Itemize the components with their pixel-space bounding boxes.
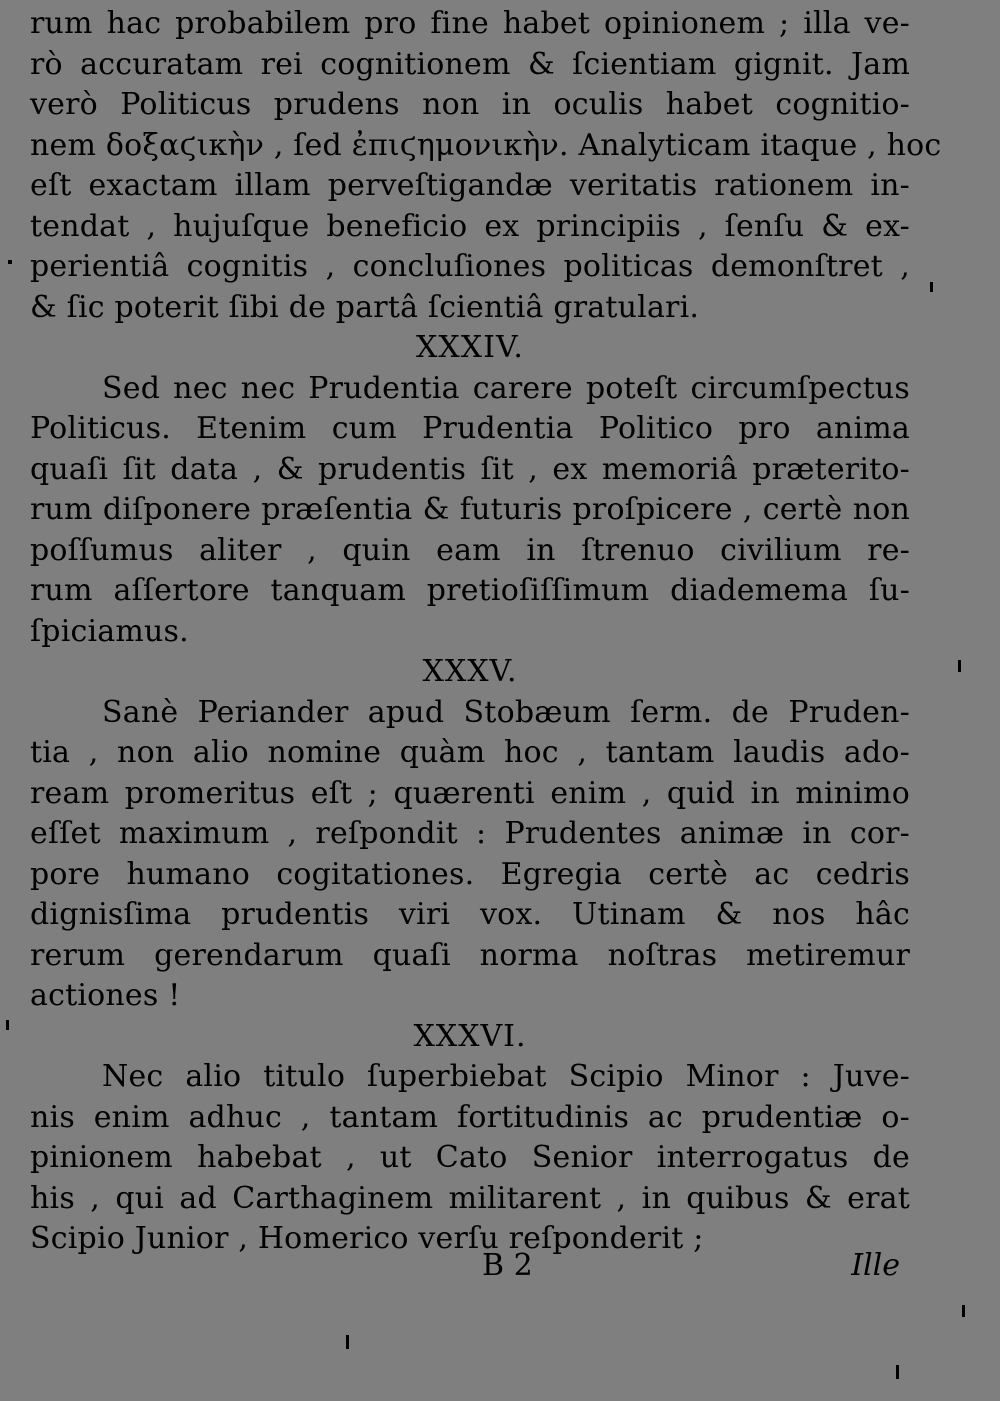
text-line: rum hac probabilem pro fine habet opinionem ; illa ve- <box>30 6 910 41</box>
scan-speck <box>6 1020 9 1030</box>
text-line: pore humano cogitationes. Egregia certè ac cedris <box>30 856 910 892</box>
text-line: & ſic poterit ſibi de partâ ſcientiâ gratulari. <box>30 289 700 325</box>
text-line: ſpiciamus. <box>30 613 189 649</box>
text-line: nem δοξαϛικὴν , ſed ἐπιϛημονικὴν. Analyticam itaque , hoc <box>30 127 942 163</box>
scan-speck <box>930 282 933 292</box>
text-line: rerum gerendarum quaſi norma noſtras metiremur <box>30 937 910 973</box>
text-line: ream promeritus eſt ; quærenti enim , quid in minimo <box>30 775 910 811</box>
text-line: rò accuratam rei cognitionem & ſcientiam gignit. Jam <box>30 46 910 82</box>
section-heading: XXXV. <box>422 654 518 689</box>
catchword: Ille <box>851 1248 900 1283</box>
text-line: poſſumus aliter , quin eam in ſtrenuo civilium re- <box>30 532 910 568</box>
paragraph-top <box>30 4 942 328</box>
text-line: Nec alio titulo ſuperbiebat Scipio Minor : Juve- <box>102 1059 910 1094</box>
scan-speck <box>8 260 12 264</box>
section-xxxvi <box>30 1017 910 1260</box>
section-heading: XXXIV. <box>416 330 524 365</box>
text-line: nis enim adhuc , tantam fortitudinis ac prudentiæ o- <box>30 1099 910 1135</box>
text-line: actiones ! <box>30 978 181 1013</box>
text-line: rum diſponere præſentia & futuris proſpicere , certè non <box>30 492 910 527</box>
page-text <box>30 4 942 1260</box>
text-line: verò Politicus prudens non in oculis habet cognitio- <box>30 87 910 122</box>
text-line: Sanè Periander apud Stobæum ſerm. de Pruden- <box>102 694 910 730</box>
text-line: tia , non alio nomine quàm hoc , tantam laudis ado- <box>30 735 910 770</box>
text-line: Politicus. Etenim cum Prudentia Politico pro anima <box>30 411 910 446</box>
text-line: Scipio Junior , Homerico verſu reſponderit ; <box>30 1221 704 1256</box>
text-line: rum aſſertore tanquam pretioſiſſimum diademema ſu- <box>30 573 910 608</box>
text-line: eſt exactam illam perveſtigandæ veritatis rationem in- <box>30 168 910 203</box>
text-line: perientiâ cognitis , concluſiones politicas demonſtret , <box>30 249 910 284</box>
scan-speck <box>896 1365 899 1379</box>
scan-speck <box>958 660 961 672</box>
text-line: dignisſima prudentis viri vox. Utinam & nos hâc <box>30 897 910 932</box>
text-line: pinionem habebat , ut Cato Senior interrogatus de <box>30 1140 910 1175</box>
section-xxxv <box>30 652 910 1017</box>
text-line: tendat , hujuſque beneficio ex principiis , ſenſu & ex- <box>30 208 910 244</box>
scan-speck <box>962 1305 965 1317</box>
text-line: Sed nec nec Prudentia carere poteſt circumſpectus <box>102 370 910 406</box>
text-line: quaſi ſit data , & prudentis ſit , ex memoriâ præterito- <box>30 451 910 487</box>
section-heading: XXXVI. <box>413 1018 527 1054</box>
signature-mark: B 2 <box>482 1248 533 1283</box>
text-line: his , qui ad Carthaginem militarent , in quibus & erat <box>30 1180 910 1216</box>
scan-speck <box>346 1335 349 1349</box>
section-xxxiv <box>30 328 910 652</box>
page-footer <box>30 1248 910 1288</box>
text-line: eſſet maximum , reſpondit : Prudentes animæ in cor- <box>30 816 910 851</box>
